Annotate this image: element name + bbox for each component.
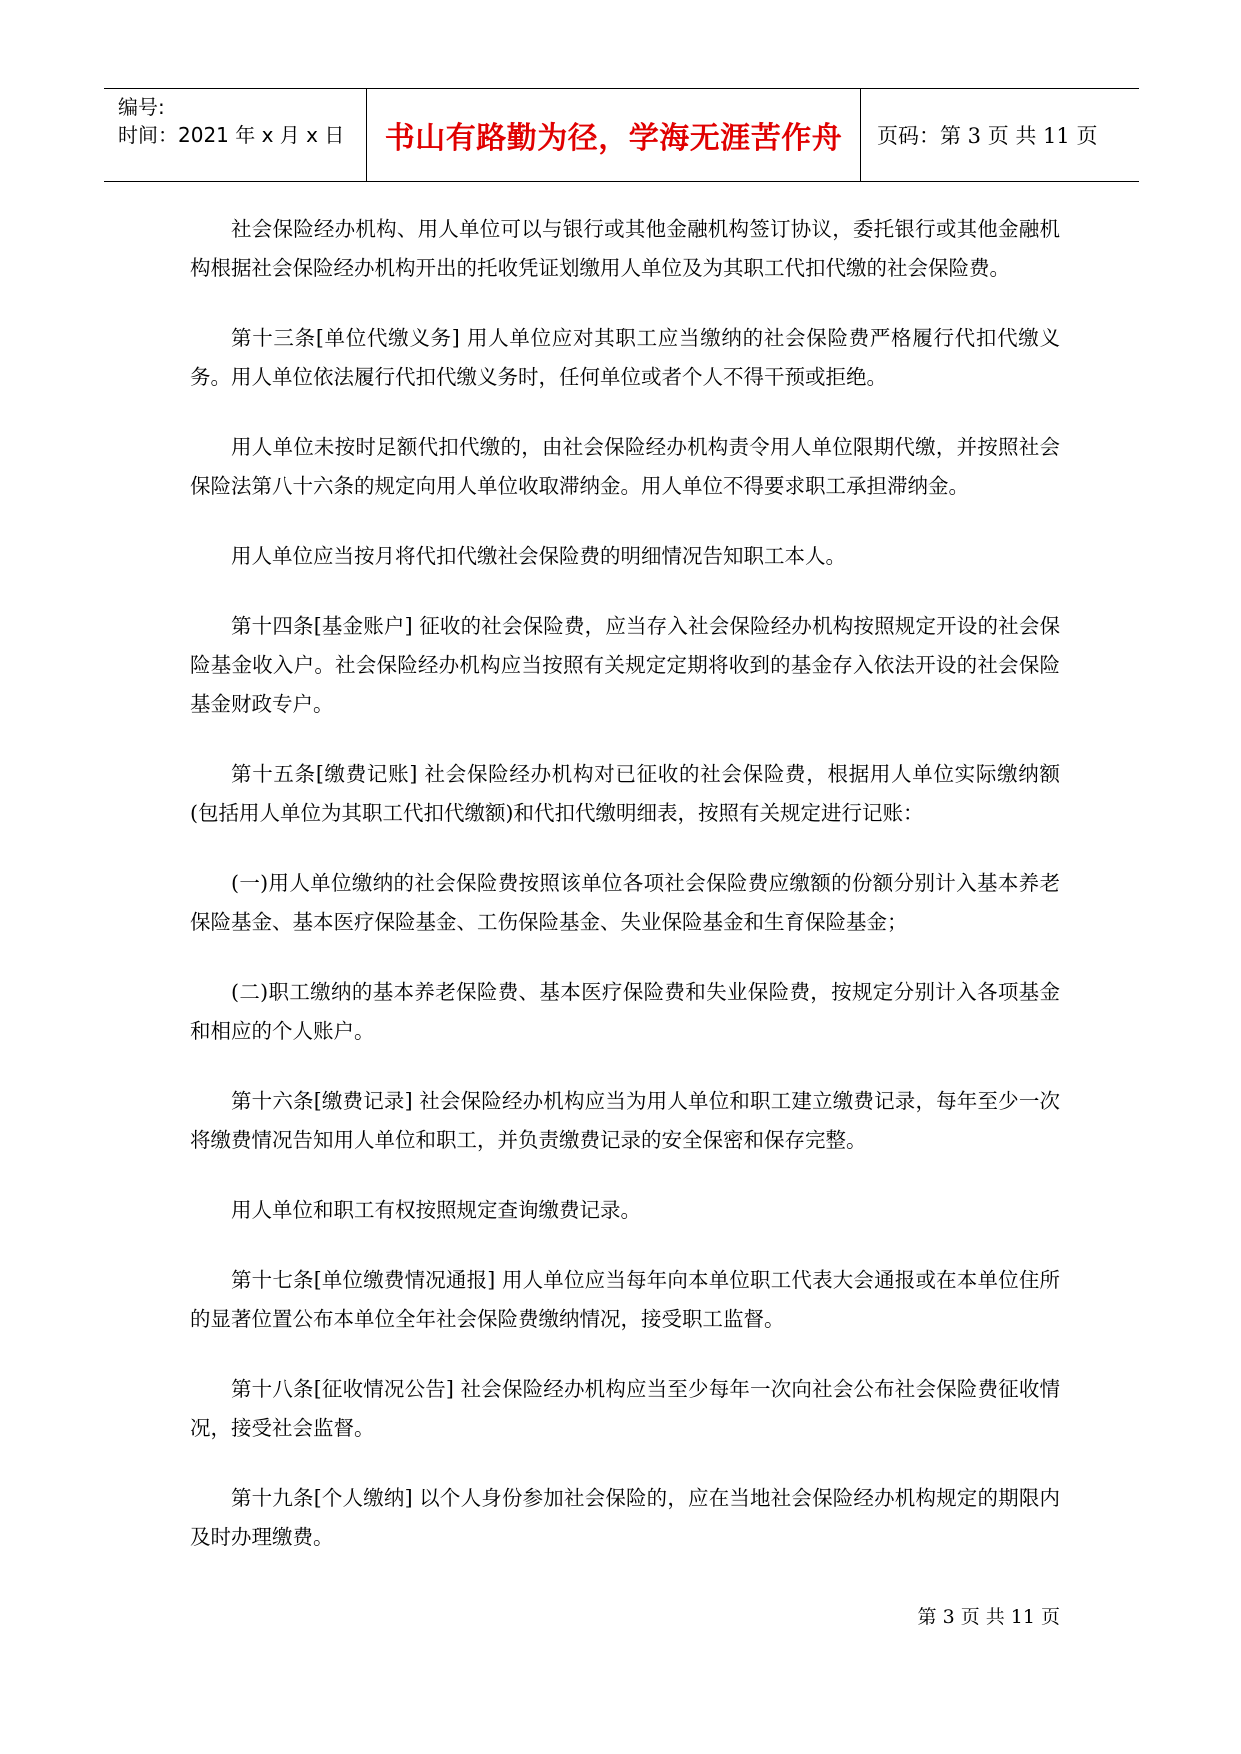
- header-meta: [104, 89, 367, 181]
- paragraph: 用人单位应当按月将代扣代缴社会保险费的明细情况告知职工本人。: [231, 544, 846, 568]
- paragraph: 第十四条[基金账户] 征收的社会保险费，应当存入社会保险经办机构按照规定开设的社会保险基金收入户。社会保险经办机构应当按照有关规定定期将收到的基金存入依法开设的社会保险基金财政专户。: [190, 614, 1060, 716]
- paragraph: 第十七条[单位缴费情况通报] 用人单位应当每年向本单位职工代表大会通报或在本单位住所的显著位置公布本单位全年社会保险费缴纳情况，接受职工监督。: [190, 1268, 1060, 1331]
- paragraph: (一)用人单位缴纳的社会保险费按照该单位各项社会保险费应缴额的份额分别计入基本养老保险基金、基本医疗保险基金、工伤保险基金、失业保险基金和生育保险基金；: [190, 871, 1060, 934]
- paragraph: 第十九条[个人缴纳] 以个人身份参加社会保险的，应在当地社会保险经办机构规定的期限内及时办理缴费。: [190, 1486, 1060, 1549]
- document-body: [190, 210, 1060, 1588]
- paragraph: 第十五条[缴费记账] 社会保险经办机构对已征收的社会保险费，根据用人单位实际缴纳额(包括用人单位为其职工代扣代缴额)和代扣代缴明细表，按照有关规定进行记账：: [190, 762, 1060, 825]
- paragraph: 第十八条[征收情况公告] 社会保险经办机构应当至少每年一次向社会公布社会保险费征收情况，接受社会监督。: [190, 1377, 1060, 1440]
- paragraph: (二)职工缴纳的基本养老保险费、基本医疗保险费和失业保险费，按规定分别计入各项基金和相应的个人账户。: [190, 980, 1060, 1043]
- header-motto: 书山有路勤为径，学海无涯苦作舟: [367, 89, 861, 181]
- paragraph: 社会保险经办机构、用人单位可以与银行或其他金融机构签订协议，委托银行或其他金融机构根据社会保险经办机构开出的托收凭证划缴用人单位及为其职工代扣代缴的社会保险费。: [190, 217, 1060, 280]
- paragraph: 第十三条[单位代缴义务] 用人单位应对其职工应当缴纳的社会保险费严格履行代扣代缴义务。用人单位依法履行代扣代缴义务时，任何单位或者个人不得干预或拒绝。: [190, 326, 1060, 389]
- page-footer: 第 3 页 共 11 页: [917, 1606, 1060, 1628]
- header-page-info: 页码：第 3 页 共 11 页: [877, 124, 1098, 148]
- paragraph: 用人单位和职工有权按照规定查询缴费记录。: [231, 1198, 641, 1222]
- paragraph: 第十六条[缴费记录] 社会保险经办机构应当为用人单位和职工建立缴费记录，每年至少一次将缴费情况告知用人单位和职工，并负责缴费记录的安全保密和保存完整。: [190, 1089, 1060, 1152]
- document-time-label: 时间：2021 年 x 月 x 日: [118, 123, 345, 147]
- page-header: [104, 88, 1139, 182]
- document-number-label: 编号:: [118, 95, 165, 119]
- paragraph: 用人单位未按时足额代扣代缴的，由社会保险经办机构责令用人单位限期代缴，并按照社会保险法第八十六条的规定向用人单位收取滞纳金。用人单位不得要求职工承担滞纳金。: [190, 435, 1060, 498]
